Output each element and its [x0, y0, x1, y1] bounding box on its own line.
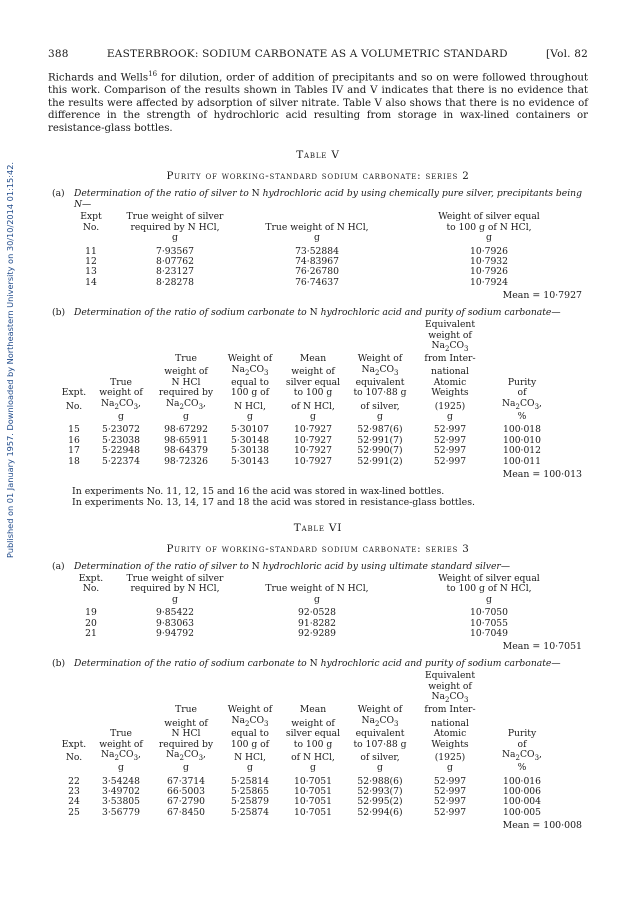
column-header: [92, 365, 150, 378]
column-header: [222, 692, 278, 705]
column-header: [56, 341, 92, 354]
unit-label: %: [517, 762, 527, 774]
table-cell: 5·30143: [231, 455, 269, 467]
column-header: [348, 692, 412, 705]
unit-label: g: [183, 410, 189, 422]
column-header: [56, 705, 92, 715]
table-vi-b-mean: Mean = 100·008: [502, 820, 582, 832]
table-cell: 66·5003: [167, 785, 205, 797]
column-header: silver equal: [285, 376, 341, 388]
table-cell: 5·25874: [231, 806, 269, 818]
table-cell: 92·9289: [298, 628, 336, 639]
column-header: weight of: [291, 366, 335, 378]
unit-label: g: [118, 762, 124, 774]
table-cell: 52·997: [433, 785, 467, 797]
column-header: equal to: [231, 728, 269, 740]
column-header: [150, 341, 222, 354]
column-header: (1925): [434, 751, 466, 763]
unit-label: g: [172, 232, 178, 244]
table-cell: 91·8282: [298, 617, 336, 629]
column-header: [348, 682, 412, 692]
column-header: $Na_2CO_3$,: [101, 397, 141, 411]
page: [48, 48, 588, 837]
column-header: [222, 341, 278, 354]
column-header: national: [431, 717, 469, 729]
table-cell: 12: [85, 255, 97, 267]
column-header: No.: [82, 221, 100, 233]
table-cell: 10·7927: [294, 434, 332, 446]
unit-label: g: [172, 593, 178, 605]
table-cell: 52·997: [433, 796, 467, 808]
table-cell: 52·993(7): [357, 785, 403, 797]
table-cell: 18: [68, 455, 80, 467]
table-row: [62, 278, 574, 288]
column-header: N HCl,: [234, 400, 266, 412]
column-header: [150, 692, 222, 705]
column-header: of: [517, 387, 527, 399]
column-header: [56, 354, 92, 364]
table-vi-b-caption: (b) Determination of the ratio of sodium carbonate to N hydrochloric acid and purity of sodium carbonate—: [52, 658, 561, 670]
column-header: True: [175, 353, 197, 365]
column-header: $Na_2CO_3$,: [502, 748, 542, 762]
column-header: to 107·88 g: [353, 738, 407, 750]
column-header: [348, 320, 412, 330]
table-cell: 98·67292: [164, 424, 208, 436]
unit-label: g: [486, 593, 492, 605]
column-header: 100 g of: [230, 738, 270, 750]
table-cell: 22: [68, 775, 80, 787]
table-cell: 3·53805: [102, 796, 140, 808]
table-cell: 10·7051: [294, 796, 332, 808]
column-header: No.: [82, 583, 100, 595]
column-header: from Inter-: [424, 353, 476, 365]
column-header: No.: [65, 751, 83, 763]
unit-label: [56, 412, 92, 425]
column-header: $Na_2CO_3$,: [166, 397, 206, 411]
column-header: $Na_2CO_3$,: [166, 748, 206, 762]
table-cell: 5·30138: [231, 445, 269, 457]
column-header: True weight of silver: [126, 211, 224, 223]
table-cell: 52·991(2): [357, 455, 403, 467]
table-vi-label: Table VI: [293, 521, 343, 534]
table-cell: 10·7927: [294, 455, 332, 467]
column-header: to 107·88 g: [353, 387, 407, 399]
table-cell: 5·25879: [231, 796, 269, 808]
running-title: EASTERBROOK: SODIUM CARBONATE AS A VOLUMETRIC STANDARD: [106, 48, 508, 60]
table-cell: 52·997: [433, 424, 467, 436]
column-header: [92, 320, 150, 330]
table-cell: 52·997: [433, 775, 467, 787]
column-header: N HCl,: [234, 751, 266, 763]
column-header: [56, 692, 92, 705]
table-v-title: Purity of working-standard sodium carbonate: series 2: [166, 170, 470, 183]
table-cell: 52·997: [433, 455, 467, 467]
table-cell: 100·004: [503, 796, 541, 808]
column-header: [222, 331, 278, 341]
column-header: equal to: [231, 376, 269, 388]
table-cell: 19: [85, 607, 97, 619]
column-header: [488, 671, 556, 681]
table-cell: 10·7050: [470, 607, 508, 619]
table-cell: 8·23127: [156, 266, 194, 278]
unit-label: [62, 595, 120, 608]
unit-label: g: [247, 410, 253, 422]
column-header: [488, 705, 556, 715]
table-cell: 9·94792: [156, 628, 194, 639]
column-header: to 100 g: [293, 387, 333, 399]
table-vi-a-mean: Mean = 10·7051: [502, 641, 582, 653]
unit-label: g: [314, 232, 320, 244]
table-cell: 5·25865: [231, 785, 269, 797]
column-header: N HCl: [171, 728, 201, 740]
note: In experiments No. 11, 12, 15 and 16 the acid was stored in wax-lined bottles.: [72, 485, 445, 497]
column-header: [278, 320, 348, 330]
table-cell: 100·005: [503, 806, 541, 818]
table-v-a: [62, 212, 574, 288]
table-cell: 74·83967: [295, 255, 339, 267]
table-cell: 25: [68, 806, 80, 818]
table-cell: 52·997: [433, 445, 467, 457]
column-header: weight of: [428, 329, 472, 341]
note: In experiments No. 13, 14, 17 and 18 the acid was stored in resistance-glass bottles.: [72, 496, 475, 508]
table-v-notes: [72, 486, 588, 508]
column-header: Weights: [431, 387, 469, 399]
unit-label: [62, 233, 120, 246]
column-header: silver equal: [285, 728, 341, 740]
column-header: national: [431, 366, 469, 378]
table-row: [56, 808, 556, 818]
table-cell: 5·25814: [231, 775, 269, 787]
column-header: of N HCl,: [291, 400, 335, 412]
table-cell: 100·012: [503, 445, 541, 457]
unit-label: g: [447, 410, 453, 422]
table-cell: 10·7051: [294, 775, 332, 787]
column-header: [56, 716, 92, 729]
table-vi-a: [62, 574, 574, 639]
column-header: True: [110, 376, 132, 388]
column-header: [488, 320, 556, 330]
table-cell: 23: [68, 785, 80, 797]
column-header: [222, 671, 278, 681]
column-header: Expt: [80, 211, 102, 223]
table-cell: 11: [85, 245, 97, 257]
table-cell: 52·994(6): [357, 806, 403, 818]
table-v-a-caption: (a) Determination of the ratio of silver to N hydrochloric acid by using chemically pure silver, precipitants being N—: [52, 188, 582, 211]
unit-label: g: [486, 232, 492, 244]
unit-label: g: [310, 762, 316, 774]
table-cell: 20: [85, 617, 97, 629]
table-cell: 14: [85, 276, 97, 288]
table-cell: 10·7055: [470, 617, 508, 629]
column-header: equivalent: [355, 728, 405, 740]
column-header: of: [517, 738, 527, 750]
table-cell: 98·65911: [164, 434, 208, 446]
column-header: $Na_2CO_3$: [361, 363, 399, 377]
column-header: Purity: [507, 376, 537, 388]
table-cell: 5·30107: [231, 424, 269, 436]
column-header: Weights: [431, 738, 469, 750]
column-header: [92, 354, 150, 364]
table-v-b-caption: (b) Determination of the ratio of sodium carbonate to N hydrochloric acid and purity of sodium carbonate—: [52, 307, 561, 319]
column-header: of silver,: [360, 751, 400, 763]
column-header: [150, 671, 222, 681]
table-cell: 52·997: [433, 434, 467, 446]
column-header: $Na_2CO_3$: [231, 714, 269, 728]
table-cell: 16: [68, 434, 80, 446]
column-header: True weight of N HCl,: [265, 221, 369, 233]
column-header: Atomic: [433, 376, 467, 388]
table-cell: 10·7927: [294, 445, 332, 457]
column-header: Weight of silver equal: [438, 572, 540, 584]
table-cell: 5·22948: [102, 445, 140, 457]
column-header: of N HCl,: [291, 751, 335, 763]
column-header: [222, 320, 278, 330]
column-header: $Na_2CO_3$,: [502, 397, 542, 411]
column-header: $Na_2CO_3$: [431, 691, 469, 705]
column-header: Equivalent: [424, 319, 476, 331]
download-watermark: Published on 01 January 1957. Downloaded by Northeastern University on 30/10/2014 01:15:42.: [5, 161, 15, 559]
table-cell: 9·85422: [156, 607, 194, 619]
table-cell: 10·7927: [294, 424, 332, 436]
table-cell: 10·7924: [470, 276, 508, 288]
table-v-b-mean: Mean = 100·013: [502, 468, 582, 480]
table-cell: 10·7051: [294, 785, 332, 797]
column-header: $Na_2CO_3$: [361, 714, 399, 728]
column-header: No.: [65, 400, 83, 412]
column-header: [348, 341, 412, 354]
table-row: [56, 446, 556, 456]
table-cell: 67·3714: [167, 775, 205, 787]
column-header: [92, 341, 150, 354]
column-header: weight of: [291, 717, 335, 729]
table-cell: 5·30148: [231, 434, 269, 446]
column-header: weight of: [164, 717, 208, 729]
column-header: [56, 365, 92, 378]
column-header: [222, 682, 278, 692]
column-header: [348, 671, 412, 681]
table-cell: 21: [85, 628, 97, 639]
table-cell: 67·2790: [167, 796, 205, 808]
column-header: $Na_2CO_3$: [231, 363, 269, 377]
column-header: [150, 331, 222, 341]
table-cell: 76·26780: [295, 266, 339, 278]
table-cell: 100·018: [503, 424, 541, 436]
table-cell: 7·93567: [156, 245, 194, 257]
unit-label: g: [118, 410, 124, 422]
unit-label: g: [447, 762, 453, 774]
column-header: [92, 682, 150, 692]
table-cell: 3·56779: [102, 806, 140, 818]
column-header: [488, 365, 556, 378]
column-header: [56, 331, 92, 341]
column-header: [278, 682, 348, 692]
table-cell: 98·64379: [164, 445, 208, 457]
column-header: [92, 671, 150, 681]
column-header: Expt.: [78, 572, 104, 584]
table-cell: 100·010: [503, 434, 541, 446]
table-v-label: Table V: [296, 149, 340, 162]
table-v-a-mean: Mean = 10·7927: [502, 290, 582, 302]
column-header: Weight of: [227, 353, 273, 365]
column-header: True weight of N HCl,: [265, 583, 369, 595]
column-header: 100 g of: [230, 387, 270, 399]
column-header: Purity: [507, 728, 537, 740]
unit-label: g: [377, 410, 383, 422]
column-header: weight of: [164, 366, 208, 378]
volume: [Vol. 82: [545, 48, 588, 60]
column-header: Atomic: [433, 728, 467, 740]
table-cell: 10·7051: [294, 806, 332, 818]
unit-label: %: [517, 410, 527, 422]
body-paragraph: Richards and Wells$^{16}$ for dilution, order of addition of precipitants and so on were followed throughout this work. Comparison of the results shown in Tables IV and V indicates that there is no evidence that the results were affected by adsorption of silver nitrate. Table V also shows that there is no evidence of difference in the strength of hydrochloric acid resulting from storage in wax-lined containers or resistance-glass bottles.: [48, 70, 588, 134]
column-header: required by: [158, 387, 214, 399]
table-cell: 100·011: [503, 455, 541, 467]
column-header: to 100 g of N HCl,: [446, 583, 532, 595]
table-cell: 8·07762: [156, 255, 194, 267]
column-header: [92, 331, 150, 341]
table-cell: 98·72326: [164, 455, 208, 467]
table-cell: 100·016: [503, 775, 541, 787]
unit-label: g: [314, 593, 320, 605]
column-header: $Na_2CO_3$,: [101, 748, 141, 762]
table-vi-b: [56, 671, 556, 818]
column-header: [56, 320, 92, 330]
column-header: required by N HCl,: [130, 221, 220, 233]
table-cell: 10·7926: [470, 266, 508, 278]
table-cell: 92·0528: [298, 607, 336, 619]
column-header: Expt.: [61, 387, 87, 399]
table-cell: 10·7926: [470, 245, 508, 257]
column-header: [56, 671, 92, 681]
column-header: to 100 g: [293, 738, 333, 750]
table-cell: 52·991(7): [357, 434, 403, 446]
table-cell: 10·7932: [470, 255, 508, 267]
column-header: [92, 692, 150, 705]
column-header: N HCl: [171, 376, 201, 388]
unit-label: g: [183, 762, 189, 774]
column-header: (1925): [434, 400, 466, 412]
column-header: [488, 341, 556, 354]
column-header: Expt.: [61, 738, 87, 750]
table-vi-title: Purity of working-standard sodium carbonate: series 3: [166, 542, 470, 555]
table-cell: 52·995(2): [357, 796, 403, 808]
table-cell: 5·23072: [102, 424, 140, 436]
column-header: required by: [158, 738, 214, 750]
table-vi-a-caption: (a) Determination of the ratio of silver to N hydrochloric acid by using ultimate standard silver—: [52, 560, 511, 572]
unit-label: g: [377, 762, 383, 774]
table-cell: 8·28278: [156, 276, 194, 288]
column-header: [488, 682, 556, 692]
table-cell: 10·7049: [470, 628, 508, 639]
column-header: [56, 682, 92, 692]
table-row: [56, 457, 556, 467]
column-header: Equivalent: [424, 670, 476, 682]
column-header: [92, 716, 150, 729]
column-header: Mean: [299, 704, 327, 716]
table-cell: 5·22374: [102, 455, 140, 467]
table-cell: 9·83063: [156, 617, 194, 629]
page-number: 388: [48, 48, 69, 60]
table-cell: 73·52884: [295, 245, 339, 257]
table-cell: 67·8450: [167, 806, 205, 818]
table-cell: 24: [68, 796, 80, 808]
column-header: required by N HCl,: [130, 583, 220, 595]
table-cell: 100·006: [503, 785, 541, 797]
column-header: [150, 320, 222, 330]
column-header: [150, 682, 222, 692]
column-header: [488, 354, 556, 364]
column-header: [278, 692, 348, 705]
table-cell: 15: [68, 424, 80, 436]
column-header: weight of: [99, 738, 143, 750]
table-cell: 52·988(6): [357, 775, 403, 787]
table-cell: 13: [85, 266, 97, 278]
column-header: [278, 671, 348, 681]
table-cell: 52·990(7): [357, 445, 403, 457]
unit-label: g: [247, 762, 253, 774]
column-header: of silver,: [360, 400, 400, 412]
column-header: equivalent: [355, 376, 405, 388]
column-header: Mean: [299, 353, 327, 365]
unit-label: [56, 763, 92, 776]
column-header: from Inter-: [424, 704, 476, 716]
column-header: [488, 331, 556, 341]
table-cell: 52·987(6): [357, 424, 403, 436]
table-row: [62, 629, 574, 639]
table-cell: 76·74637: [295, 276, 339, 288]
column-header: [348, 331, 412, 341]
table-cell: 3·49702: [102, 785, 140, 797]
column-header: $Na_2CO_3$: [431, 340, 469, 353]
table-v-b: [56, 320, 556, 467]
table-cell: 52·997: [433, 806, 467, 818]
column-header: Weight of silver equal: [438, 211, 540, 223]
table-cell: 5·23038: [102, 434, 140, 446]
column-header: True: [175, 704, 197, 716]
column-header: to 100 g of N HCl,: [446, 221, 532, 233]
column-header: [278, 341, 348, 354]
column-header: Weight of: [357, 704, 403, 716]
column-header: [92, 705, 150, 715]
table-cell: 3·54248: [102, 775, 140, 787]
column-header: [278, 331, 348, 341]
column-header: Weight of: [227, 704, 273, 716]
unit-label: g: [310, 410, 316, 422]
running-header: [48, 48, 588, 60]
column-header: [488, 692, 556, 705]
column-header: weight of: [99, 387, 143, 399]
table-cell: 17: [68, 445, 80, 457]
column-header: True weight of silver: [126, 572, 224, 584]
column-header: [56, 729, 92, 739]
column-header: [488, 716, 556, 729]
column-header: Weight of: [357, 353, 403, 365]
column-header: True: [110, 728, 132, 740]
column-header: weight of: [428, 680, 472, 692]
